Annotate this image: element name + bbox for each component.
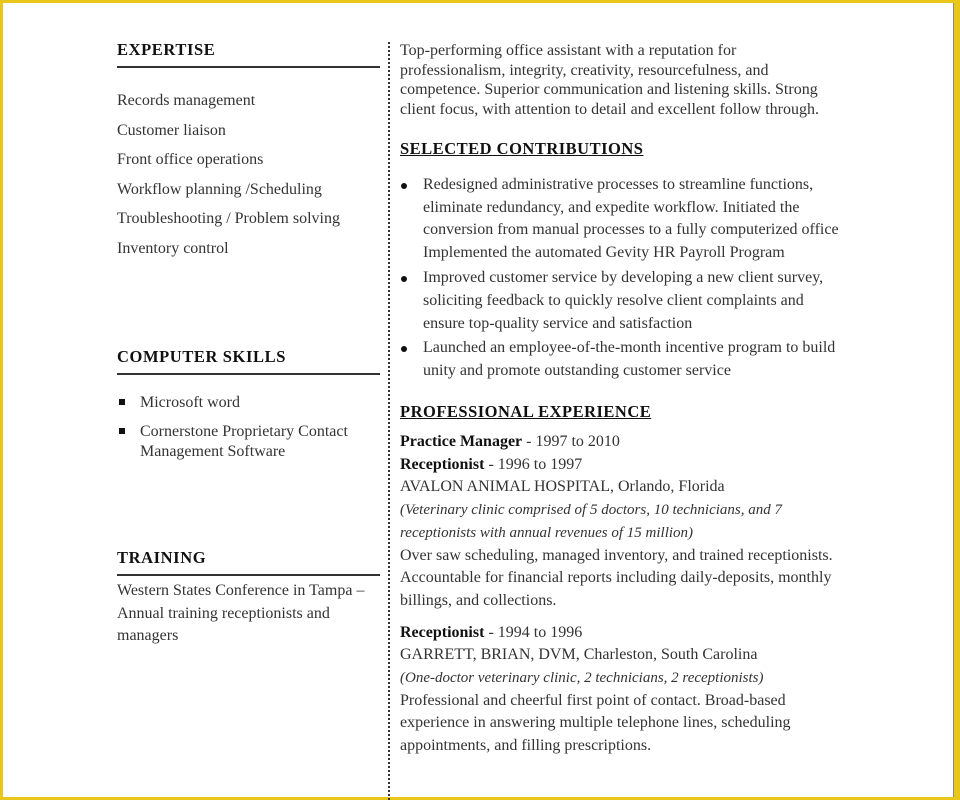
expertise-heading: EXPERTISE xyxy=(117,40,380,68)
job-description: Over saw scheduling, managed inventory, and trained receptionists. Accountable for financial reports including daily-deposits, monthly billings, and collections. xyxy=(400,546,833,609)
computer-skill-item: Cornerstone Proprietary Contact Management Software xyxy=(117,422,380,462)
job-role xyxy=(400,454,840,477)
experience-heading: PROFESSIONAL EXPERIENCE xyxy=(400,401,652,421)
computer-skills-list xyxy=(117,393,380,462)
job-dates: - 1997 to 2010 xyxy=(522,432,620,450)
contributions-heading: SELECTED CONTRIBUTIONS xyxy=(400,138,644,158)
expertise-item: Customer liaison xyxy=(117,121,226,139)
expertise-item: Front office operations xyxy=(117,151,264,168)
expertise-item: Troubleshooting / Problem solving xyxy=(117,210,340,227)
computer-skill-item: Microsoft word xyxy=(117,393,380,413)
job-description: Professional and cheerful first point of contact. Broad-based experience in answering multiple telephone lines, scheduling appointments, and filling prescriptions. xyxy=(400,691,791,755)
employer-note: (One-doctor veterinary clinic, 2 technicians, 2 receptionists) xyxy=(400,670,764,687)
expertise-item: Records management xyxy=(117,92,256,109)
job-entry xyxy=(400,622,840,758)
expertise-item: Inventory control xyxy=(117,239,229,257)
job-role xyxy=(400,431,840,454)
training-text: Western States Conference in Tampa – Annual training receptionists and managers xyxy=(117,582,365,644)
computer-skills-heading: COMPUTER SKILLS xyxy=(117,347,380,375)
employer-note: (Veterinary clinic comprised of 5 doctors, 10 technicians, and 7 receptionists with annual revenues of 15 million) xyxy=(400,502,783,541)
contribution-item: Improved customer service by developing a new client survey, soliciting feedback to quickly resolve client complaints and ensure top-quality service and satisfaction xyxy=(400,267,840,335)
job-role xyxy=(400,622,840,645)
contributions-list xyxy=(400,174,840,383)
right-column xyxy=(400,41,840,758)
employer: AVALON ANIMAL HOSPITAL, Orlando, Florida xyxy=(400,478,725,496)
employer: GARRETT, BRIAN, DVM, Charleston, South Carolina xyxy=(400,646,758,664)
computer-skills-section xyxy=(117,347,380,462)
left-column xyxy=(117,40,380,648)
summary-paragraph: Top-performing office assistant with a reputation for professionalism, integrity, creativity, resourcefulness, and competence. Superior communication and listening skills. Strong client focus, with attention to detail and excellent follow through. xyxy=(400,42,819,119)
job-entry xyxy=(400,431,840,613)
training-section xyxy=(117,548,380,648)
page-edge-line xyxy=(953,3,954,797)
expertise-section xyxy=(117,40,380,263)
contribution-item: Launched an employee-of-the-month incentive program to build unity and promote outstanding customer service xyxy=(400,337,840,383)
job-dates: - 1994 to 1996 xyxy=(484,623,583,641)
job-title: Receptionist xyxy=(400,623,485,641)
expertise-item: Workflow planning /Scheduling xyxy=(117,180,322,198)
column-divider xyxy=(388,42,390,800)
job-dates: - 1996 to 1997 xyxy=(484,455,583,473)
job-title: Receptionist xyxy=(400,455,485,473)
training-heading: TRAINING xyxy=(117,548,380,576)
contribution-item: Redesigned administrative processes to streamline functions, eliminate redundancy, and expedite workflow. Initiated the conversion from manual processes to a fully computerized office Implemented the automated Gevity HR Payroll Program xyxy=(400,174,840,265)
expertise-list xyxy=(117,86,380,263)
job-title: Practice Manager xyxy=(400,432,523,450)
